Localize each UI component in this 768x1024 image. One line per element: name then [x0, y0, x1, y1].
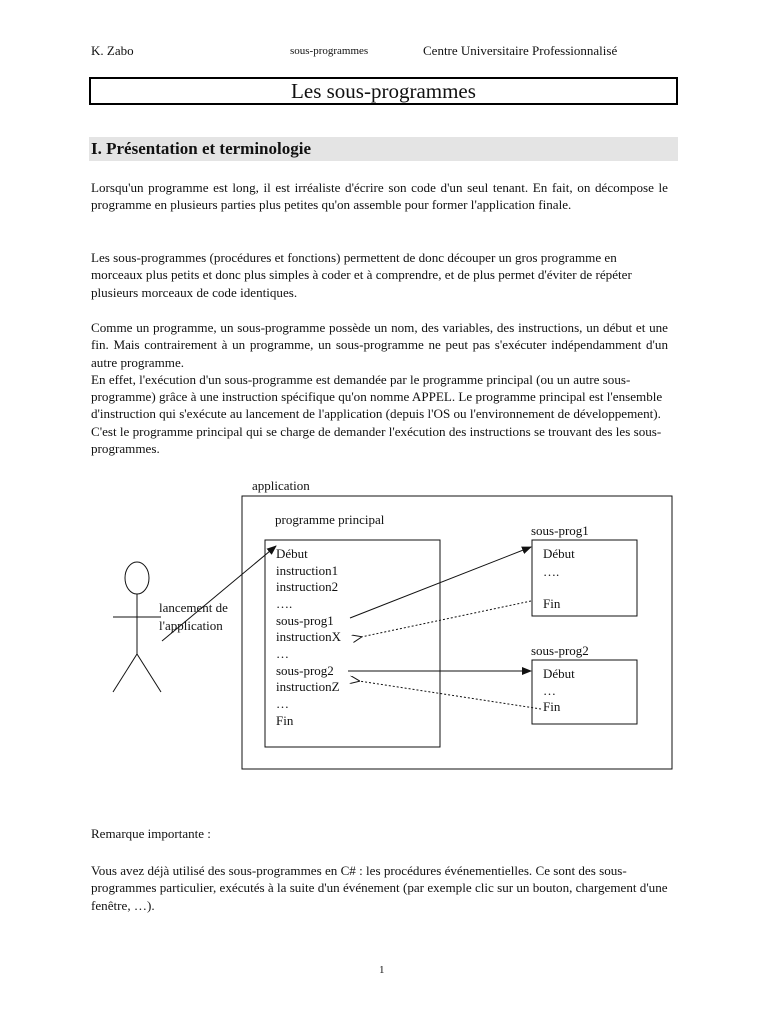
launch-label-line2: l'application [159, 618, 223, 633]
user-stick-figure-icon [113, 562, 161, 692]
section-heading: I. Présentation et terminologie [89, 137, 678, 161]
main-program-lines [276, 546, 342, 728]
header-subject: sous-programmes [290, 45, 369, 57]
subprog1-label: sous-prog1 [531, 523, 589, 538]
call-diagram [0, 470, 768, 780]
launch-label-line1: lancement de [159, 600, 228, 615]
subprog1-line: Fin [543, 596, 561, 611]
paragraph-intro: Lorsqu'un programme est long, il est irréaliste d'écrire son code d'un seul tenant. En fait, on décompose le programme en plusieurs parties plus petites qu'on assemble pour former l'application finale. [91, 180, 668, 213]
return-arrow-subprog2 [359, 681, 541, 709]
main-line: sous-prog1 [276, 613, 334, 628]
main-line: …. [276, 596, 293, 611]
header-institution: Centre Universitaire Professionnalisé [423, 43, 618, 58]
return-arrow-subprog1 [361, 601, 531, 637]
main-line: instruction1 [276, 563, 339, 578]
subprog2-line: Début [543, 666, 575, 681]
page-number: 1 [379, 964, 385, 976]
paragraph-definition-part1: Comme un programme, un sous-programme possède un nom, des variables, des instructions, un début et une fin. Mais contrairement à un programme, un sous-programme ne peut pas s'exécuter indépendamment d'un autre programme. [91, 320, 668, 370]
main-line: instructionZ [276, 679, 340, 694]
page-title: Les sous-programmes [89, 77, 678, 105]
paragraph-subprograms: Les sous-programmes (procédures et fonctions) permettent de donc découper un gros programme en morceaux plus petits et donc plus simples à coder et à comprendre, et de plus permet d'éviter de répéter plusieurs morceaux de code identiques. [91, 250, 632, 300]
main-line: sous-prog2 [276, 663, 334, 678]
header-author: K. Zabo [91, 43, 134, 58]
main-line: instruction2 [276, 579, 339, 594]
subprog1-line: …. [543, 564, 560, 579]
main-line: Début [276, 546, 308, 561]
main-line: … [276, 696, 289, 711]
paragraph-definition-part2: En effet, l'exécution d'un sous-programme est demandée par le programme principal (ou un autre sous-programme) grâce à une instruction spécifique qu'on nomme APPEL. Le programme principal est l'ensemble d'instruction qui s'exécute au lancement de l'application (depuis l'OS ou l'environnement de développement). C'est le programme principal qui se charge de demander l'exécution des instructions se trouvant des les sous-programmes. [91, 371, 663, 457]
main-line: Fin [276, 713, 294, 728]
main-program-label: programme principal [275, 512, 385, 527]
paragraph-definition [91, 319, 668, 457]
remark-label: Remarque importante : [91, 826, 211, 841]
paragraph-remark: Vous avez déjà utilisé des sous-programmes en C# : les procédures événementielles. Ce sont des sous-programmes particulier, exécutés à la suite d'un événement (par exemple clic sur un bouton, chargement d'une fenêtre, …). [91, 863, 668, 913]
main-line: instructionX [276, 629, 341, 644]
subprog2-line: … [543, 683, 556, 698]
application-label: application [252, 478, 310, 493]
subprog1-line: Début [543, 546, 575, 561]
main-line: … [276, 646, 289, 661]
subprog2-line: Fin [543, 699, 561, 714]
subprog2-label: sous-prog2 [531, 643, 589, 658]
